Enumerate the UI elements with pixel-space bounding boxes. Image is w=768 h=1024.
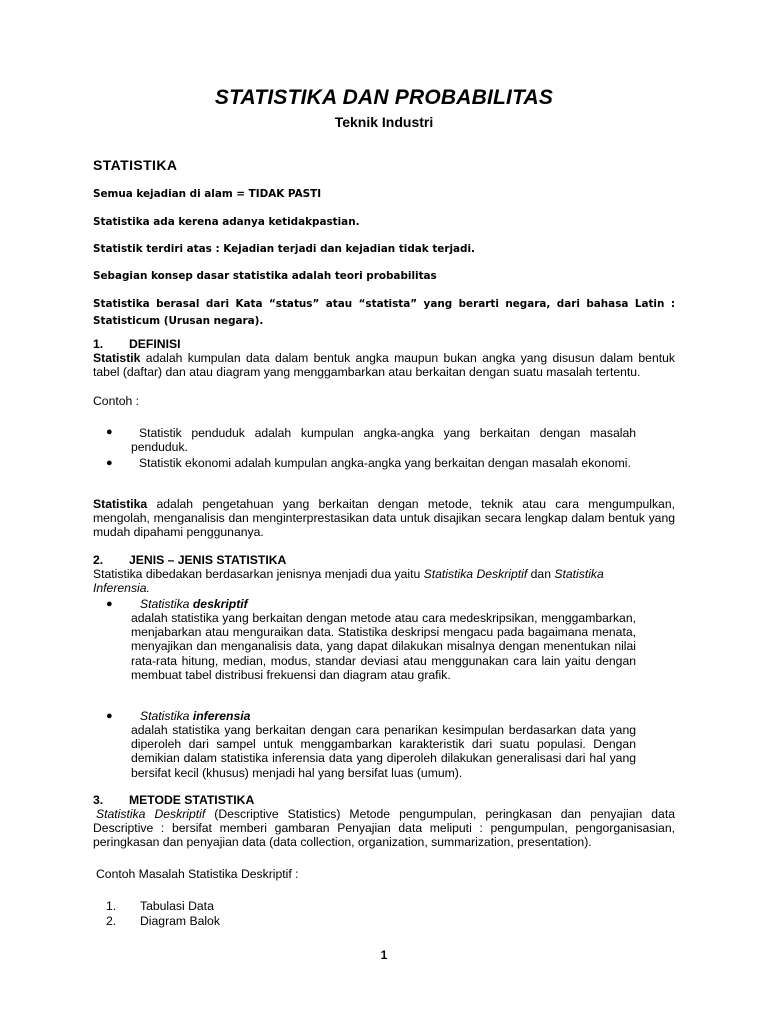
section-number: 2.: [93, 553, 104, 567]
definition-text: adalah pengetahuan yang berkaitan dengan metode, teknik atau cara mengumpulkan, mengolah, menganalisis dan menginterprestasikan data untuk disajikan secara lengkap dalam bentuk yang mudah dipahami penggunanya.: [93, 497, 675, 540]
term: Statistik: [93, 351, 141, 365]
bullet-body: adalah statistika yang berkaitan dengan metode atau cara medeskripsikan, menggambarkan, menjabarkan atau menguraikan data. Statistika deskripsi mengacu pada bagaimana menata, menyajikan dan menganalisis data, yang dapat dilakukan misalnya dengan menentukan nilai rata-rata hitung, median, modus, standar deviasi atau menggunakan cara lain yaitu dengan membuat tabel distribusi frekuensi dan diagram atau grafik.: [131, 611, 636, 682]
section-heading-statistika: STATISTIKA: [93, 157, 178, 173]
intro-line: Semua kejadian di alam = TIDAK PASTI: [93, 188, 322, 200]
section-number: 1.: [93, 337, 104, 351]
list-item: Diagram Balok: [140, 914, 220, 928]
term: Statistika: [93, 497, 148, 511]
intro-line: Statistik terdiri atas : Kejadian terjadi dan kejadian tidak terjadi.: [93, 243, 475, 255]
bullet-prefix: Statistika: [140, 709, 193, 723]
definition-statistik: [93, 351, 675, 379]
definition-text: adalah kumpulan data dalam bentuk angka maupun bukan angka yang disusun dalam bentuk tabel (daftar) dan atau diagram yang menggambarkan atau berkaitan dengan suatu masalah tertentu.: [93, 351, 675, 380]
bullet-icon: ●: [106, 457, 113, 469]
bullet-body: adalah statistika yang berkaitan dengan cara penarikan kesimpulan berdasarkan data yang diperoleh dari sampel untuk menggambarkan karakteristik dari suatu populasi. Dengan demikian dalam statistika inferensia data yang diperoleh dilakukan generalisasi dari hal yang bersifat kecil (khusus) menjadi hal yang bersifat luas (umum).: [131, 723, 636, 780]
bullet-heading: [140, 709, 250, 723]
section-title: DEFINISI: [129, 337, 181, 351]
list-number: 2.: [106, 914, 117, 928]
section-2-heading: [93, 553, 286, 567]
section-title: JENIS – JENIS STATISTIKA: [129, 553, 287, 567]
bullet-icon: ●: [106, 426, 113, 438]
section-2-intro: [93, 567, 638, 595]
bullet-heading: [140, 597, 248, 611]
definition-statistika: [93, 497, 675, 540]
paragraph-text: (Descriptive Statistics) Metode pengumpulan, peringkasan dan penyajian data Descriptive : bersifat memberi gambaran Penyajian data meliputi : pengumpulan, pengorganisasian, peringkasan dan penyajian data (data collection, organization, summarization, presentation).: [93, 807, 675, 850]
bullet-icon: ●: [106, 710, 113, 722]
intro-term: Statistika Deskriptif: [423, 567, 528, 581]
page-subtitle: Teknik Industri: [334, 114, 434, 130]
intro-paragraph: Statistika berasal dari Kata “status” atau “statista” yang berarti negara, dari bahasa Latin : Statisticum (Urusan negara).: [93, 298, 675, 327]
bullet-item: Statistik penduduk adalah kumpulan angka-angka yang berkaitan dengan masalah penduduk.: [131, 426, 636, 455]
intro-line: Sebagian konsep dasar statistika adalah teori probabilitas: [93, 270, 437, 282]
bullet-item: Statistik ekonomi adalah kumpulan angka-angka yang berkaitan dengan masalah ekonomi.: [139, 456, 631, 470]
page-number: 1: [380, 948, 388, 962]
section-number: 3.: [93, 793, 104, 807]
section-1-heading: [93, 337, 180, 351]
section-3-heading: [93, 793, 254, 807]
intro-text: Statistika dibedakan berdasarkan jenisnya menjadi dua yaitu: [93, 567, 424, 581]
contoh-label: Contoh Masalah Statistika Deskriptif :: [96, 867, 299, 881]
section-3-paragraph: [93, 807, 675, 850]
contoh-label: Contoh :: [93, 394, 140, 408]
bullet-prefix: Statistika: [140, 597, 193, 611]
intro-term: Statistika Inferensia.: [93, 567, 604, 596]
term: Statistika Deskriptif: [96, 807, 206, 821]
intro-text: dan: [527, 567, 555, 581]
list-number: 1.: [106, 899, 117, 913]
page-title: STATISTIKA DAN PROBABILITAS: [214, 86, 554, 109]
bullet-term: deskriptif: [192, 597, 248, 611]
intro-line: Statistika ada kerena adanya ketidakpastian.: [93, 216, 360, 228]
bullet-term: inferensia: [192, 709, 251, 723]
section-title: METODE STATISTIKA: [129, 793, 255, 807]
list-item: Tabulasi Data: [140, 899, 214, 913]
bullet-icon: ●: [106, 598, 113, 610]
